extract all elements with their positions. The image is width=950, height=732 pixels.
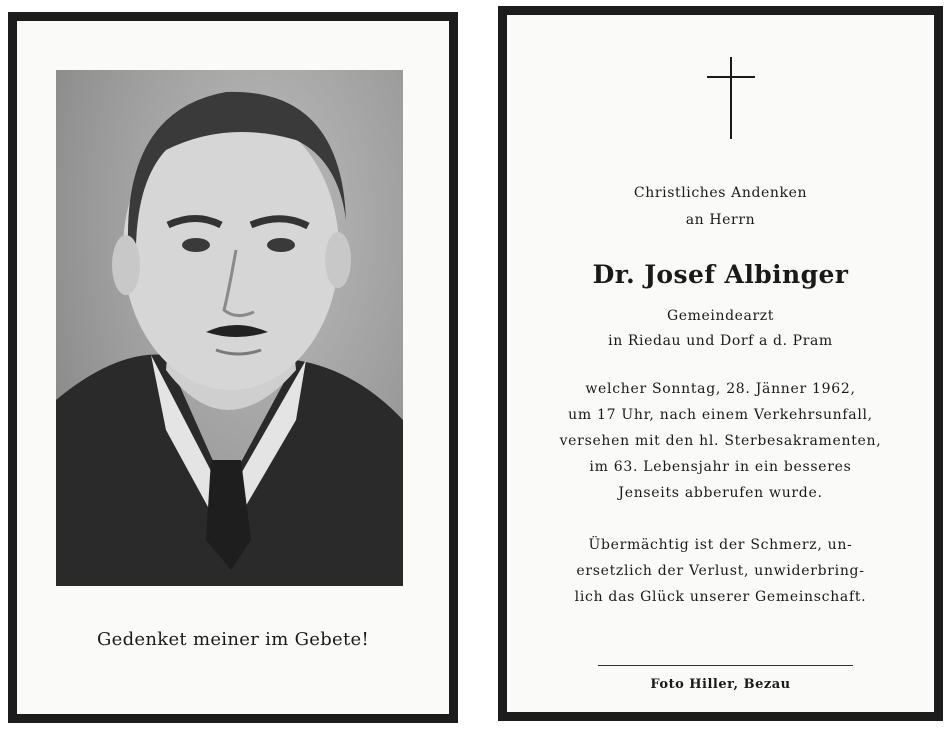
remembrance-text (507, 532, 934, 610)
death-notice (507, 376, 934, 506)
location: in Riedau und Dorf a d. Pram (608, 333, 833, 349)
portrait-photo (56, 70, 403, 586)
memorial-card-text-side (498, 6, 943, 721)
divider-line (598, 665, 853, 666)
death-notice-line: um 17 Uhr, nach einem Verkehrsunfall, (568, 407, 873, 423)
remembrance-line: Übermächtig ist der Schmerz, un- (588, 537, 853, 553)
deceased-name: Dr. Josef Albinger (592, 260, 849, 289)
photo-credit: Foto Hiller, Bezau (650, 677, 791, 692)
death-notice-line: im 63. Lebensjahr in ein besseres (589, 459, 852, 475)
profession: Gemeindearzt (666, 308, 774, 324)
death-notice-line: welcher Sonntag, 28. Jänner 1962, (585, 381, 856, 397)
memorial-card-photo-side (8, 12, 458, 723)
portrait-illustration (56, 70, 403, 586)
cross-icon (707, 57, 755, 139)
death-notice-line: Jenseits abberufen wurde. (618, 485, 823, 501)
heading-line-1: Christliches Andenken (633, 185, 808, 201)
prayer-caption: Gedenket meiner im Gebete! (96, 629, 370, 650)
heading-line-2: an Herrn (685, 212, 756, 228)
death-notice-line: versehen mit den hl. Sterbesakramenten, (559, 433, 882, 449)
remembrance-line: ersetzlich der Verlust, unwiderbring- (576, 563, 865, 579)
remembrance-line: lich das Glück unserer Gemeinschaft. (574, 589, 867, 605)
